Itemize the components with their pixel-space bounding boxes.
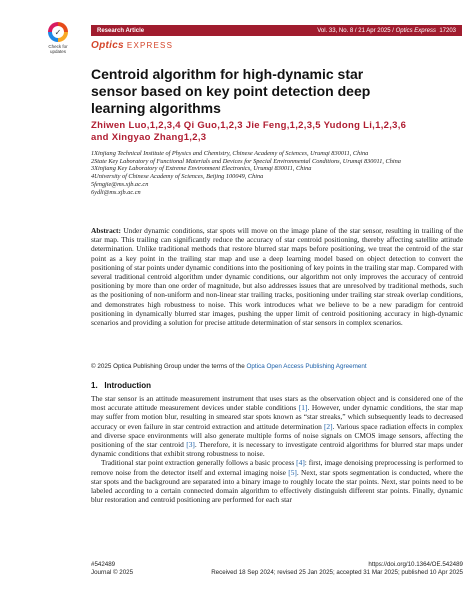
check-updates-icon: ✓ — [48, 22, 68, 42]
article-type: Research Article — [97, 27, 145, 34]
email-2[interactable]: 6ydli@ms.xjb.ac.cn — [91, 188, 141, 196]
section-heading — [91, 381, 151, 390]
email-1[interactable]: 5fengjie@ms.xjb.ac.cn — [91, 180, 149, 188]
affiliation-4: 4University of Chinese Academy of Sciences, Beijing 100049, China — [91, 173, 264, 181]
citation-link[interactable]: [3] — [186, 440, 195, 450]
section-number: 1. — [91, 381, 98, 390]
page-footer — [91, 561, 463, 577]
badge-line1: Check for — [48, 44, 68, 49]
citation-link[interactable]: [2] — [323, 421, 333, 431]
authors-line2: and Xingyao Zhang1,2,3 — [91, 132, 207, 143]
citation-link[interactable]: [5] — [288, 467, 297, 477]
citation-link[interactable]: [4] — [296, 458, 305, 468]
copyright-text: © 2025 Optica Publishing Group under the terms of the — [91, 363, 247, 370]
affiliation-2: 2State Key Laboratory of Functional Materials and Devices for Special Environmental Conditions, Urumqi 830011, China — [91, 157, 401, 165]
license-link[interactable]: Optica Open Access Publishing Agreement — [246, 363, 367, 370]
abstract-text: Under dynamic conditions, star spots will move on the image plane of the star sensor, resulting in trailing of the star map. This trailing can significantly reduce the accuracy of star centroid positioning, thereby affecting satellite attitude determination. Unlike traditional methods that restore blurred star maps before positioning, we treat the centroid of the star point as a key point in the trailing star map and use a deep learning model based on object detection to convert the positioning of star points under dynamic conditions into the positioning of key points in the trailing star map. Compared with several traditional centroid algorithm under dynamic conditions, our algorithm not only improves the accuracy of centroid positioning by more than one order of magnitude, but also addresses issues that are unresolved by traditional methods, such as the positioning of non-uniform and non-linear star trailing tracks, positioning under trailing star streak overlap conditions, and demonstrates high robustness to noise. This work introduces what we believe to be a new paradigm for centroid positioning in dynamically blurred star images, pushing the upper limit of centroid positioning accuracy in high-dynamic scenarios and providing a solution for precise attitude determination of star sensors in complex scenarios. — [91, 226, 463, 328]
author-list — [91, 120, 461, 144]
abstract — [91, 226, 463, 327]
logo-express: EXPRESS — [126, 41, 174, 50]
abstract-label: Abstract: — [91, 226, 121, 235]
journal-name: Optics Express — [395, 27, 436, 34]
volume-info: Vol. 33, No. 8 / 21 Apr 2025 / Optics Express 17203 — [317, 27, 456, 34]
citation-link[interactable]: [1] — [298, 403, 308, 413]
affiliation-3: 3Xinjiang Key Laboratory of Extreme Environment Electronics, Urumqi 830011, China — [91, 165, 312, 173]
journal-header-bar — [91, 25, 462, 36]
authors-line1: Zhiwen Luo,1,2,3,4 Qi Guo,1,2,3 Jie Feng,1,2,3,5 Yudong Li,1,2,3,6 — [91, 120, 407, 131]
logo-optics: Optics — [91, 40, 124, 51]
paragraph-2: Traditional star point extraction generally follows a basic process [4]: first, image denoising preprocessing is performed to remove noise from the detector itself and external imaging noise [5]. Next, star spots segmentation is conducted, where the star spots and the background are separated into a binary image to roughly locate the star points. Next, star points need to be labeled according to a certain connected domain algorithm to effectively distinguish different star points. Finally, dynamic blur restoration and centroid positioning are performed for each star — [91, 458, 463, 505]
affiliations — [91, 150, 431, 196]
copyright-notice — [91, 363, 463, 370]
doi-link[interactable]: https://doi.org/10.1364/OE.542489 — [368, 561, 463, 568]
journal-copyright: Journal © 2025 — [91, 569, 134, 576]
journal-logo — [91, 40, 173, 52]
check-for-updates-badge[interactable] — [40, 22, 76, 62]
page-number: 17203 — [439, 27, 456, 34]
article-title: Centroid algorithm for high-dynamic star sensor based on key point detection deep learning algorithms — [91, 66, 371, 116]
publication-dates: Received 18 Sep 2024; revised 25 Jan 2025; accepted 31 Mar 2025; published 10 Apr 2025 — [211, 569, 463, 576]
affiliation-1: 1Xinjiang Technical Institute of Physics and Chemistry, Chinese Academy of Sciences, Urumqi 830011, China — [91, 150, 369, 157]
paragraph-1: The star sensor is an attitude measurement instrument that uses stars as the observation object and is considered one of the most accurate attitude measurement devices under stable conditions [1]. However, under dynamic conditions, the star map may suffer from motion blur, resulting in smeared star spots known as “star streaks,” which subsequently leads to decreased accuracy or even failure in star centroid extraction and attitude determination [2]. Various space radiation effects in complex and diverse space environments will also generate multiple forms of noise signals on CMOS image sensors, affecting the positioning of the star centroid [3]. Therefore, it is necessary to investigate centroid algorithms for blurred star maps under dynamic conditions that exhibit strong robustness to noise. — [91, 394, 463, 459]
article-id: #542489 — [91, 561, 116, 568]
badge-line2: updates — [49, 49, 66, 54]
section-title: Introduction — [104, 381, 151, 390]
introduction-body — [91, 394, 463, 504]
